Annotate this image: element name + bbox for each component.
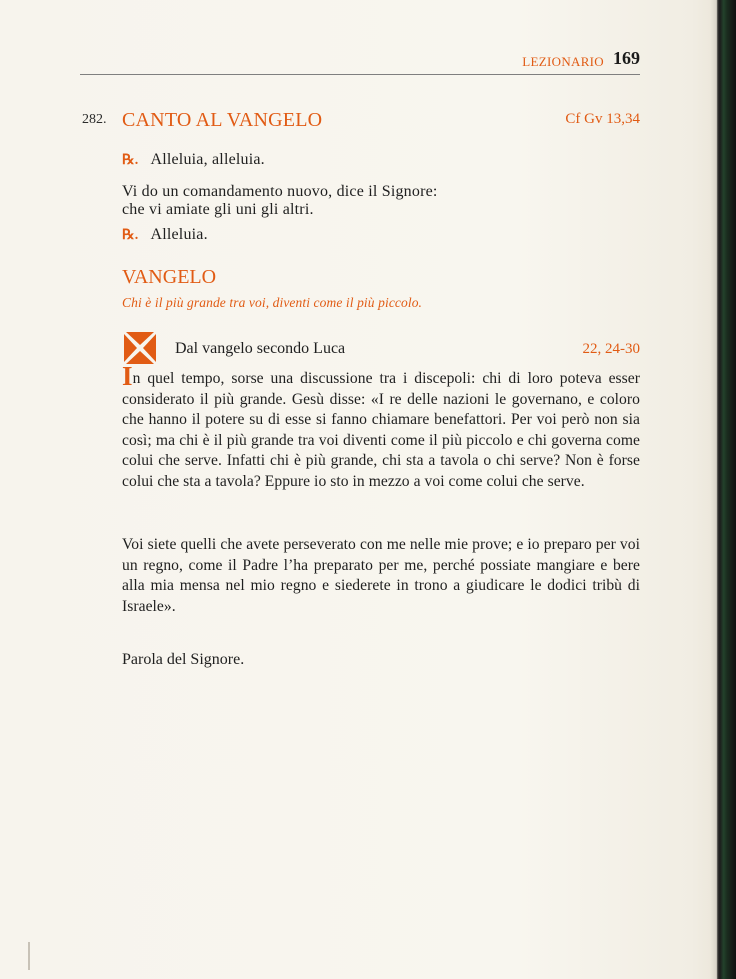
section-number: 282. <box>82 112 107 127</box>
header-divider <box>80 74 640 75</box>
gospel-paragraph-1-text: n quel tempo, sorse una discussione tra i discepoli: chi di loro poteva esser considerato il più grande. Gesù disse: «I re delle nazioni le governano, e coloro che hanno il potere su di esse si fanno chiamare benefattori. Per voi però non sia così; ma chi è il più grande tra voi diventi come il più piccolo e chi governa come colui che serve. Infatti chi è più grande, chi sta a tavola o chi serve? Non è forse colui che sta a tavola? Eppure io sto in mezzo a voi come colui che serve. <box>122 370 640 490</box>
closing-acclamation: Parola del Signore. <box>122 651 245 668</box>
section-reference: Cf Gv 13,34 <box>565 111 640 127</box>
verse-line-2: che vi amiate gli uni gli altri. <box>122 201 314 218</box>
acclamation-verse <box>122 183 642 219</box>
running-title: LEZIONARIO <box>522 54 604 69</box>
response-text-1: Alleluia, alleluia. <box>150 151 265 168</box>
section-title: CANTO AL VANGELO <box>122 109 323 131</box>
book-spine-edge <box>710 0 736 979</box>
gospel-title: VANGELO <box>122 266 217 288</box>
verse-line-1: Vi do un comandamento nuovo, dice il Signore: <box>122 183 438 200</box>
response-mark: ℞. <box>122 153 139 168</box>
response-line-1 <box>122 151 265 169</box>
gospel-reference: 22, 24-30 <box>582 341 640 357</box>
response-text-2: Alleluia. <box>150 226 208 243</box>
response-mark: ℞. <box>122 228 139 243</box>
scan-artifact <box>28 942 30 970</box>
gospel-paragraph-1 <box>122 361 640 492</box>
drop-cap: I <box>122 361 133 391</box>
gospel-source: Dal vangelo secondo Luca <box>175 340 346 357</box>
gospel-subtitle: Chi è il più grande tra voi, diventi come il più piccolo. <box>122 295 423 310</box>
running-header <box>80 50 640 72</box>
page-number: 169 <box>613 48 640 68</box>
gospel-paragraph-2: Voi siete quelli che avete perseverato con me nelle mie prove; e io preparo per voi un regno, come il Padre l’ha preparato per me, perché possiate mangiare e bere alla mia mensa nel mio regno e siederete in trono a giudicare le dodici tribù di Israele». <box>122 536 640 615</box>
response-line-2 <box>122 226 208 244</box>
